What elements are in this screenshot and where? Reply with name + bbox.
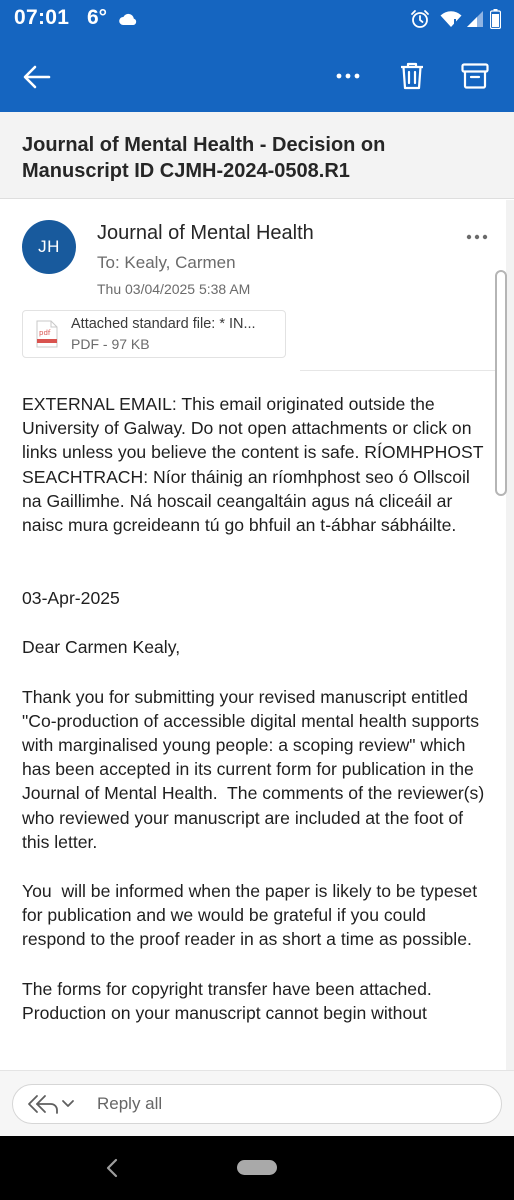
more-horizontal-icon [336, 73, 360, 79]
chevron-down-icon [63, 1101, 73, 1106]
reply-all-icon[interactable] [23, 1091, 81, 1117]
wifi-icon [440, 10, 462, 28]
delete-button[interactable] [390, 53, 434, 99]
svg-text:pdf: pdf [39, 329, 51, 337]
message-date: Thu 03/04/2025 5:38 AM [97, 281, 251, 297]
recipient-name: Kealy, Carmen [124, 253, 236, 272]
status-time: 07:01 [14, 6, 70, 29]
reply-bar [0, 1070, 514, 1137]
sender-avatar[interactable]: JH [22, 220, 76, 274]
status-temperature: 6° [87, 6, 108, 29]
reply-all-input[interactable] [12, 1084, 502, 1124]
to-label: To: [97, 253, 120, 272]
message-more-button[interactable] [460, 225, 494, 249]
email-body [22, 392, 490, 1025]
external-warning: EXTERNAL EMAIL: This email originated outside the University of Galway. Do not open attachments or click on links unless you believe the content is safe. RÍOMHPHOST SEACHTRACH: Níor tháinig an ríomhphost seo ó Ollscoil na Gaillimhe. Ná hoscail ceangaltáin agus ná cliceáil ar naisc mura gcreideann tú go bhfuil an t-ábhar sábháilte. [22, 394, 489, 536]
system-nav-bar [0, 1136, 514, 1200]
header-divider [300, 370, 500, 371]
alarm-icon [410, 9, 430, 29]
app-bar [0, 40, 514, 112]
attachment-card[interactable] [22, 310, 286, 358]
attachment-meta: PDF - 97 KB [71, 336, 150, 352]
back-button[interactable] [14, 54, 60, 100]
subject-header [0, 112, 514, 199]
attachment-name: Attached standard file: * IN... [71, 316, 256, 332]
pdf-icon [36, 320, 58, 348]
archive-button[interactable] [452, 53, 498, 99]
more-horizontal-icon [466, 234, 488, 240]
status-bar [0, 0, 514, 40]
nav-back-icon[interactable] [100, 1156, 124, 1180]
body-paragraph: Thank you for submitting your revised manuscript entitled "Co-production of accessible digital mental health supports with marginalised young people: a scoping review" which has been accepted in its current form for publication in the Journal of Mental Health. The comments of the reviewer(s) who reviewed your manuscript are included at the foot of this letter. [22, 686, 490, 852]
sender-name[interactable]: Journal of Mental Health [97, 222, 314, 244]
scrollbar-track[interactable] [506, 200, 514, 1070]
recipient-line[interactable] [97, 253, 236, 273]
cloud-icon [118, 12, 138, 26]
archive-icon [461, 63, 489, 89]
back-arrow-icon [23, 65, 51, 89]
body-paragraph: The forms for copyright transfer have been attached. Production on your manuscript cannot begin without [22, 978, 437, 1023]
battery-icon [490, 9, 501, 29]
email-subject: Journal of Mental Health - Decision on Manuscript ID CJMH-2024-0508.R1 [22, 134, 386, 182]
reply-all-placeholder: Reply all [97, 1094, 163, 1113]
trash-icon [400, 62, 424, 90]
body-paragraph: You will be informed when the paper is likely to be typeset for publication and we would be grateful if you could respond to the proof reader in as short a time as possible. [22, 881, 482, 950]
scrollbar-thumb[interactable] [495, 270, 507, 496]
signal-icon [466, 10, 484, 28]
letter-date: 03-Apr-2025 [22, 588, 120, 609]
salutation: Dear Carmen Kealy, [22, 637, 181, 658]
more-options-button[interactable] [326, 54, 370, 98]
home-pill-icon[interactable] [237, 1160, 277, 1175]
